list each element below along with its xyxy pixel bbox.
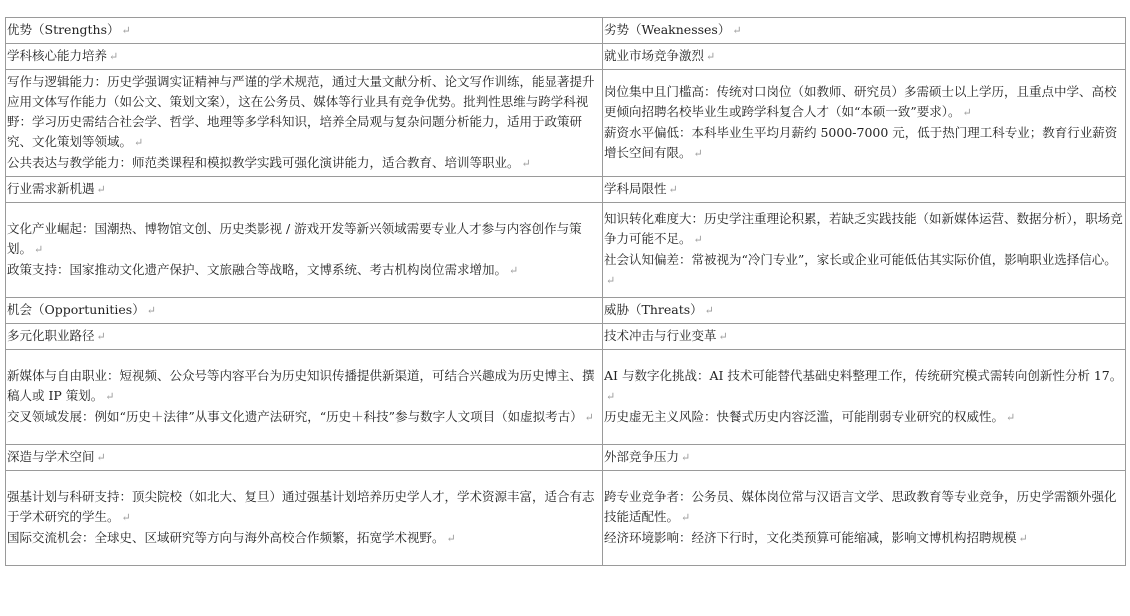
cell-paragraph	[7, 153, 601, 174]
paragraph-mark-icon: ↵	[509, 264, 519, 277]
table-cell-right	[603, 177, 1126, 203]
paragraph-text: 新媒体与自由职业：短视频、公众号等内容平台为历史知识传播提供新渠道，可结合兴趣成为历史博主、撰稿人或 IP 策划。	[7, 368, 595, 403]
subheader-row	[6, 324, 1126, 350]
paragraph-mark-icon: ↵	[121, 24, 131, 37]
paragraph-mark-icon: ↵	[681, 451, 691, 464]
content-row	[6, 471, 1126, 566]
cell-paragraph	[7, 179, 601, 200]
header-row	[6, 18, 1126, 44]
paragraph-mark-icon: ↵	[1006, 411, 1016, 424]
cell-paragraph	[7, 260, 601, 281]
table-cell-right	[603, 445, 1126, 471]
cell-paragraph	[604, 179, 1124, 200]
cell-paragraph	[7, 528, 601, 549]
table-cell-left	[6, 471, 603, 566]
cell-paragraph	[604, 20, 1124, 41]
paragraph-mark-icon: ↵	[109, 50, 119, 63]
table-cell-right	[603, 70, 1126, 177]
paragraph-mark-icon: ↵	[96, 451, 106, 464]
cell-paragraph	[7, 487, 601, 528]
table-cell-left	[6, 18, 603, 44]
paragraph-mark-icon: ↵	[1018, 532, 1028, 545]
paragraph-text: 学科核心能力培养	[7, 48, 108, 63]
table-cell-left	[6, 70, 603, 177]
cell-paragraph	[604, 46, 1124, 67]
cell-paragraph	[604, 447, 1124, 468]
paragraph-mark-icon: ↵	[584, 411, 594, 424]
cell-paragraph	[604, 487, 1124, 528]
paragraph-mark-icon: ↵	[121, 511, 131, 524]
paragraph-text: 知识转化难度大：历史学注重理论积累，若缺乏实践技能（如新媒体运营、数据分析），职场竞争力可能不足。	[604, 211, 1123, 246]
paragraph-text: 文化产业崛起：国潮热、博物馆文创、历史类影视 / 游戏开发等新兴领域需要专业人才参与内容创作与策划。	[7, 221, 582, 256]
paragraph-mark-icon: ↵	[34, 243, 44, 256]
paragraph-mark-icon: ↵	[962, 106, 972, 119]
cell-paragraph	[7, 326, 601, 347]
paragraph-text: 岗位集中且门槛高：传统对口岗位（如教师、研究员）多需硕士以上学历，且重点中学、高校更倾向招聘名校毕业生或跨学科复合人才（如“本硕一致”要求）。	[604, 84, 1117, 119]
paragraph-mark-icon: ↵	[732, 24, 742, 37]
cell-paragraph	[7, 72, 601, 153]
table-cell-left	[6, 298, 603, 324]
paragraph-text: 社会认知偏差：常被视为“冷门专业”，家长或企业可能低估其实际价值，影响职业选择信心。	[604, 252, 1117, 267]
table-cell-left	[6, 350, 603, 445]
cell-paragraph	[7, 447, 601, 468]
table-cell-left	[6, 44, 603, 70]
table-cell-left	[6, 203, 603, 298]
table-cell-right	[603, 350, 1126, 445]
paragraph-mark-icon: ↵	[134, 136, 144, 149]
table-cell-right	[603, 18, 1126, 44]
paragraph-mark-icon: ↵	[693, 147, 703, 160]
paragraph-text: 经济环境影响：经济下行时，文化类预算可能缩减，影响文博机构招聘规模	[604, 530, 1017, 545]
paragraph-text: 深造与学术空间	[7, 449, 95, 464]
subheader-row	[6, 177, 1126, 203]
paragraph-text: 薪资水平偏低：本科毕业生平均月薪约 5000-7000 元，低于热门理工科专业；教育行业薪资增长空间有限。	[604, 125, 1118, 160]
paragraph-mark-icon: ↵	[521, 157, 531, 170]
paragraph-text: 外部竞争压力	[604, 449, 680, 464]
paragraph-mark-icon: ↵	[105, 390, 115, 403]
cell-paragraph	[604, 326, 1124, 347]
paragraph-mark-icon: ↵	[704, 304, 714, 317]
table-cell-left	[6, 445, 603, 471]
paragraph-mark-icon: ↵	[718, 330, 728, 343]
content-row	[6, 203, 1126, 298]
paragraph-mark-icon: ↵	[606, 390, 616, 403]
cell-paragraph	[7, 46, 601, 67]
paragraph-text: 机会（Opportunities）	[7, 302, 145, 317]
paragraph-mark-icon: ↵	[606, 274, 616, 287]
cell-paragraph	[604, 366, 1124, 407]
paragraph-text: 交叉领域发展：例如“历史＋法律”从事文化遗产法研究，“历史＋科技”参与数字人文项目（如虚拟考古）	[7, 409, 583, 424]
cell-paragraph	[604, 209, 1124, 250]
subheader-row	[6, 445, 1126, 471]
paragraph-text: 政策支持：国家推动文化遗产保护、文旅融合等战略，文博系统、考古机构岗位需求增加。	[7, 262, 508, 277]
paragraph-text: 多元化职业路径	[7, 328, 95, 343]
subheader-row	[6, 44, 1126, 70]
swot-table-body	[6, 18, 1126, 566]
cell-paragraph	[7, 407, 601, 428]
cell-paragraph	[7, 300, 601, 321]
table-cell-right	[603, 44, 1126, 70]
table-cell-left	[6, 324, 603, 350]
cell-paragraph	[604, 123, 1124, 164]
cell-paragraph	[7, 366, 601, 407]
content-row	[6, 70, 1126, 177]
paragraph-text: 学科局限性	[604, 181, 667, 196]
paragraph-mark-icon: ↵	[446, 532, 456, 545]
paragraph-text: 历史虚无主义风险：快餐式历史内容泛滥，可能削弱专业研究的权威性。	[604, 409, 1005, 424]
table-cell-right	[603, 324, 1126, 350]
paragraph-mark-icon: ↵	[96, 330, 106, 343]
paragraph-mark-icon: ↵	[681, 511, 691, 524]
cell-paragraph	[7, 219, 601, 260]
paragraph-mark-icon: ↵	[706, 50, 716, 63]
paragraph-mark-icon: ↵	[96, 183, 106, 196]
cell-paragraph	[604, 407, 1124, 428]
paragraph-text: 行业需求新机遇	[7, 181, 95, 196]
paragraph-mark-icon: ↵	[146, 304, 156, 317]
cell-paragraph	[604, 300, 1124, 321]
content-row	[6, 350, 1126, 445]
cell-paragraph	[7, 20, 601, 41]
table-cell-left	[6, 177, 603, 203]
table-cell-right	[603, 471, 1126, 566]
paragraph-text: 优势（Strengths）	[7, 22, 120, 37]
paragraph-text: 劣势（Weaknesses）	[604, 22, 731, 37]
table-cell-right	[603, 203, 1126, 298]
cell-paragraph	[604, 82, 1124, 123]
paragraph-text: 威胁（Threats）	[604, 302, 703, 317]
paragraph-mark-icon: ↵	[693, 233, 703, 246]
paragraph-text: AI 与数字化挑战：AI 技术可能替代基础史料整理工作，传统研究模式需转向创新性分析 17。	[604, 368, 1123, 383]
paragraph-mark-icon: ↵	[668, 183, 678, 196]
paragraph-text: 强基计划与科研支持：顶尖院校（如北大、复旦）通过强基计划培养历史学人才，学术资源丰富，适合有志于学术研究的学生。	[7, 489, 595, 524]
swot-table	[5, 17, 1126, 566]
header-row	[6, 298, 1126, 324]
paragraph-text: 就业市场竞争激烈	[604, 48, 705, 63]
paragraph-text: 技术冲击与行业变革	[604, 328, 717, 343]
paragraph-text: 公共表达与教学能力：师范类课程和模拟教学实践可强化演讲能力，适合教育、培训等职业。	[7, 155, 520, 170]
paragraph-text: 写作与逻辑能力：历史学强调实证精神与严谨的学术规范，通过大量文献分析、论文写作训练，能显著提升应用文体写作能力（如公文、策划文案），这在公务员、媒体等行业具有竞争优势。批判性思维与跨学科视野：学习历史需结合社会学、哲学、地理等多学科知识，培养全局观与复杂问题分析能力，适用于政策研究、文化策划等领域。	[7, 74, 595, 149]
cell-paragraph	[604, 250, 1124, 291]
paragraph-text: 国际交流机会：全球史、区域研究等方向与海外高校合作频繁，拓宽学术视野。	[7, 530, 445, 545]
paragraph-text: 跨专业竞争者：公务员、媒体岗位常与汉语言文学、思政教育等专业竞争，历史学需额外强化技能适配性。	[604, 489, 1117, 524]
cell-paragraph	[604, 528, 1124, 549]
table-cell-right	[603, 298, 1126, 324]
